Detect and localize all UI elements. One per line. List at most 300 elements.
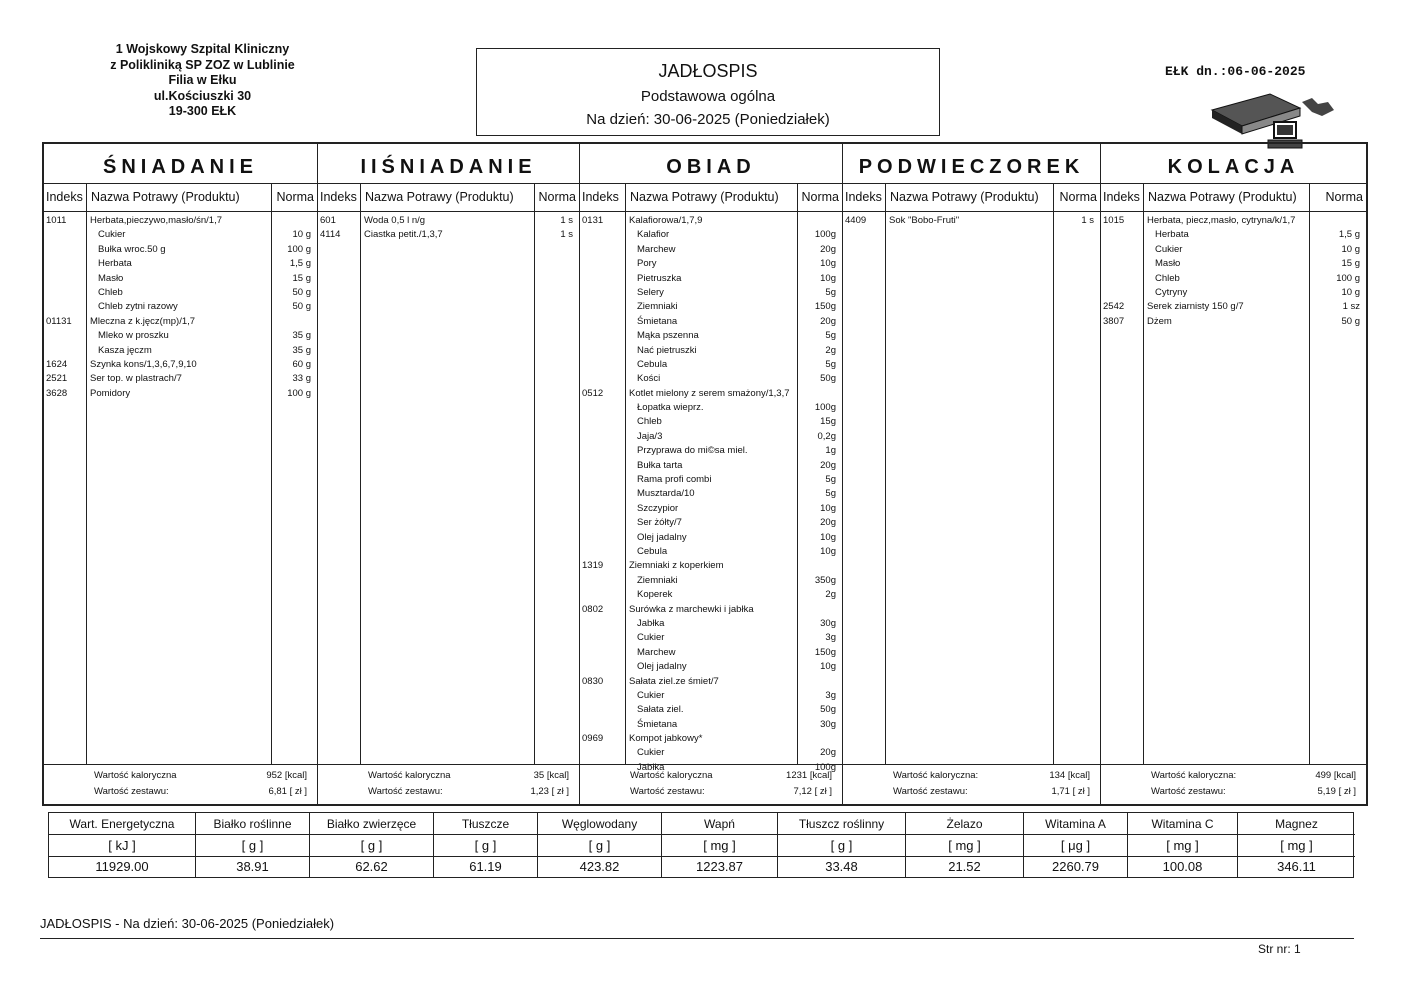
header-index: Indeks xyxy=(582,190,619,204)
nutrient-value: 61.19 xyxy=(469,859,502,874)
dish-name: Herbata xyxy=(1155,229,1189,241)
dish-name: Śmietana xyxy=(637,315,678,327)
dish-norm: 5g xyxy=(825,488,836,500)
header-index: Indeks xyxy=(320,190,357,204)
column-divider xyxy=(1053,184,1054,764)
cost-value: 6,81 [ zł ] xyxy=(268,786,307,797)
dish-name: Szczypior xyxy=(637,502,679,514)
footer-divider xyxy=(40,938,1354,939)
nutrient-value: 33.48 xyxy=(825,859,858,874)
dish-index: 1011 xyxy=(46,215,67,226)
dish-row xyxy=(580,703,842,717)
dish-norm: 5g xyxy=(825,286,836,298)
energy-value: 134 [kcal] xyxy=(1049,770,1090,781)
dish-norm: 35 g xyxy=(292,344,311,356)
dish-row xyxy=(580,732,842,746)
dish-name: Chleb xyxy=(98,286,123,298)
dish-norm: 35 g xyxy=(292,330,311,342)
dish-row xyxy=(44,300,317,314)
dish-norm: 20g xyxy=(820,243,836,255)
hospital-line: ul.Kościuszki 30 xyxy=(153,88,252,103)
dish-name: Mleko w proszku xyxy=(98,330,169,342)
nutrient-column xyxy=(905,813,1023,877)
column-divider xyxy=(534,184,535,764)
header-index: Indeks xyxy=(1103,190,1140,204)
nutrient-label: Tłuszcz roślinny xyxy=(778,813,905,835)
dish-norm: 5g xyxy=(825,358,836,370)
dish-name: Masło xyxy=(98,272,124,284)
title-box xyxy=(476,48,940,136)
nutrient-label: Białko zwierzęce xyxy=(310,813,433,835)
dish-norm: 100 g xyxy=(287,387,311,399)
dish-index: 0131 xyxy=(582,215,604,226)
dish-row xyxy=(44,243,317,257)
dish-row xyxy=(580,631,842,645)
header-norm: Norma xyxy=(801,190,839,204)
dish-index: 0802 xyxy=(582,603,604,615)
dish-name: Kalafiorowa/1,7,9 xyxy=(629,215,703,226)
dish-index: 0512 xyxy=(582,387,604,399)
dish-name: Kasza jęczm xyxy=(98,344,152,356)
nutrient-label: Żelazo xyxy=(906,813,1023,835)
menu-grid xyxy=(42,142,1368,806)
dish-norm: 20g xyxy=(820,517,836,529)
dish-row xyxy=(580,473,842,487)
dish-row xyxy=(318,228,579,242)
dish-row xyxy=(580,689,842,703)
dish-norm: 10 g xyxy=(292,229,311,241)
energy-label: Wartość kaloryczna xyxy=(630,770,713,781)
dish-norm: 100 g xyxy=(287,243,311,255)
document-title: JADŁOSPIS xyxy=(658,61,758,81)
footer-text: JADŁOSPIS - Na dzień: 30-06-2025 (Poniedziałek) xyxy=(40,916,335,931)
meal-totals xyxy=(44,764,317,804)
dish-index: 3628 xyxy=(46,387,68,399)
header-name: Nazwa Potrawy (Produktu) xyxy=(91,190,240,204)
nutrient-unit: [ μg ] xyxy=(1024,835,1127,857)
dish-name: Cebula xyxy=(637,545,668,557)
energy-label: Wartość kaloryczna: xyxy=(893,770,979,781)
dish-norm: 150g xyxy=(814,646,836,658)
meal-totals xyxy=(843,764,1100,804)
nutrient-unit: [ g ] xyxy=(196,835,309,857)
energy-value: 35 [kcal] xyxy=(533,770,569,781)
dish-row xyxy=(580,329,842,343)
nutrient-unit: [ mg ] xyxy=(906,835,1023,857)
dish-norm: 0,2g xyxy=(817,430,836,442)
dish-index: 601 xyxy=(320,215,336,226)
energy-label: Wartość kaloryczna: xyxy=(1151,770,1237,781)
dish-name: Surówka z marchewki i jabłka xyxy=(629,603,754,615)
dish-index: 1624 xyxy=(46,358,68,370)
meal-column xyxy=(44,144,317,804)
dish-norm: 20g xyxy=(820,459,836,471)
dish-name: Ciastka petit./1,3,7 xyxy=(364,229,443,241)
dish-name: Cebula xyxy=(637,358,668,370)
dish-name: Olej jadalny xyxy=(637,531,687,543)
cost-value: 7,12 [ zł ] xyxy=(793,786,832,797)
header-norm: Norma xyxy=(276,190,314,204)
dish-name: Rama profi combi xyxy=(637,474,712,486)
dish-name: Szynka kons/1,3,6,7,9,10 xyxy=(90,358,197,370)
dish-list xyxy=(1101,214,1366,329)
dish-norm: 33 g xyxy=(292,373,311,385)
menu-date: Na dzień: 30-06-2025 (Poniedziałek) xyxy=(586,111,830,128)
nutrient-value: 2260.79 xyxy=(1052,859,1099,874)
column-headers xyxy=(1101,184,1366,212)
header-index: Indeks xyxy=(845,190,882,204)
cost-label: Wartość zestawu: xyxy=(94,786,169,797)
dish-row xyxy=(580,272,842,286)
dish-norm: 150g xyxy=(814,301,836,313)
nutrient-column xyxy=(537,813,661,877)
dish-row xyxy=(44,358,317,372)
dish-norm: 5g xyxy=(825,474,836,486)
dish-name: Cukier xyxy=(1155,243,1183,255)
dish-name: Pomidory xyxy=(90,387,131,399)
dish-list xyxy=(580,214,842,775)
dish-norm: 3g xyxy=(825,632,836,644)
dish-name: Kalafior xyxy=(637,229,670,241)
cost-label: Wartość zestawu: xyxy=(1151,786,1226,797)
nutrition-summary xyxy=(48,812,1354,878)
dish-name: Musztarda/10 xyxy=(637,488,695,500)
dish-name: Herbata,pieczywo,masło/śn/1,7 xyxy=(90,215,223,226)
dish-norm: 50g xyxy=(820,373,836,385)
column-headers xyxy=(843,184,1100,212)
dish-row xyxy=(580,559,842,573)
header-name: Nazwa Potrawy (Produktu) xyxy=(890,190,1039,204)
header-name: Nazwa Potrawy (Produktu) xyxy=(630,190,779,204)
nutrient-value: 423.82 xyxy=(579,859,620,874)
dish-norm: 15 g xyxy=(292,272,311,284)
nutrient-label: Węglowodany xyxy=(538,813,661,835)
meal-totals xyxy=(1101,764,1366,804)
nutrient-value: 1223.87 xyxy=(696,859,743,874)
energy-value: 499 [kcal] xyxy=(1315,770,1356,781)
dish-name: Masło xyxy=(1155,258,1181,270)
dish-norm: 20g xyxy=(820,315,836,327)
dish-norm: 30g xyxy=(820,617,836,629)
dish-index: 2521 xyxy=(46,373,68,385)
meal-title: IIŚNIADANIE xyxy=(318,144,579,184)
dish-row xyxy=(580,588,842,602)
nutrient-value: 346.11 xyxy=(1277,859,1316,874)
hospital-line: Filia w Ełku xyxy=(168,73,237,87)
nutrient-column xyxy=(195,813,309,877)
nutrient-unit: [ g ] xyxy=(310,835,433,857)
dish-row xyxy=(44,329,317,343)
header-norm: Norma xyxy=(1325,190,1363,204)
dish-index: 1015 xyxy=(1103,215,1125,226)
nutrient-label: Magnez xyxy=(1238,813,1355,835)
nutrient-value: 38.91 xyxy=(236,859,269,874)
dish-norm: 50g xyxy=(820,704,836,716)
dish-name: Nać pietruszki xyxy=(637,344,697,356)
hospital-line: 19-300 EŁK xyxy=(168,104,237,118)
nutrient-unit: [ mg ] xyxy=(1238,835,1355,857)
nutrient-value: 11929.00 xyxy=(95,859,149,874)
dish-row xyxy=(1101,300,1366,314)
dish-row xyxy=(44,272,317,286)
dish-row xyxy=(44,372,317,386)
cost-value: 5,19 [ zł ] xyxy=(1317,786,1356,797)
dish-name: Dżem xyxy=(1147,315,1172,327)
dish-row xyxy=(580,401,842,415)
dish-row xyxy=(580,344,842,358)
dish-name: Pory xyxy=(637,258,657,270)
dish-row xyxy=(580,718,842,732)
dish-name: Jabłka xyxy=(637,761,665,773)
nutrient-label: Witamina C xyxy=(1128,813,1237,835)
dish-norm: 100g xyxy=(814,229,836,241)
dish-name: Ziemniaki xyxy=(637,301,678,313)
dish-row xyxy=(1101,214,1366,228)
nutrient-unit: [ g ] xyxy=(434,835,537,857)
dish-name: Herbata, piecz,masło, cytryna/k/1,7 xyxy=(1147,215,1296,226)
header-name: Nazwa Potrawy (Produktu) xyxy=(365,190,514,204)
dish-name: Śmietana xyxy=(637,718,678,730)
dish-row xyxy=(44,257,317,271)
meal-totals xyxy=(318,764,579,804)
nutrient-label: Witamina A xyxy=(1024,813,1127,835)
dish-row xyxy=(580,358,842,372)
header-norm: Norma xyxy=(1059,190,1097,204)
nutrient-value: 62.62 xyxy=(355,859,388,874)
dish-name: Ser żółty/7 xyxy=(637,517,682,529)
dish-row xyxy=(580,315,842,329)
dish-index: 4409 xyxy=(845,215,867,226)
dish-name: Ziemniaki z koperkiem xyxy=(629,560,724,572)
dish-norm: 10g xyxy=(820,258,836,270)
dish-row xyxy=(1101,243,1366,257)
dish-index: 1319 xyxy=(582,560,604,572)
nutrient-unit: [ mg ] xyxy=(662,835,777,857)
dish-row xyxy=(580,617,842,631)
cost-label: Wartość zestawu: xyxy=(893,786,968,797)
dish-name: Cytryny xyxy=(1155,286,1188,298)
dish-row xyxy=(580,257,842,271)
dish-name: Sałata ziel.ze śmiet/7 xyxy=(629,675,719,687)
dish-row xyxy=(580,286,842,300)
dish-norm: 1,5 g xyxy=(1338,229,1360,241)
cost-label: Wartość zestawu: xyxy=(368,786,443,797)
dish-row xyxy=(580,444,842,458)
dish-row xyxy=(44,286,317,300)
energy-value: 1231 [kcal] xyxy=(786,770,832,781)
dish-norm: 1 s xyxy=(1081,215,1094,226)
diet-name: Podstawowa ogólna xyxy=(640,88,776,105)
dish-name: Chleb zytni razowy xyxy=(98,301,178,313)
dish-name: Łopatka wieprz. xyxy=(637,402,704,414)
nutrient-column xyxy=(1237,813,1355,877)
nutrient-column xyxy=(661,813,777,877)
dish-name: Mleczna z k.jęcz(mp)/1,7 xyxy=(90,315,196,327)
dish-norm: 10 g xyxy=(1341,243,1360,255)
column-divider xyxy=(885,184,886,764)
energy-label: Wartość kaloryczna xyxy=(368,770,451,781)
dish-name: Bułka wroc.50 g xyxy=(98,243,166,255)
dish-row xyxy=(580,430,842,444)
nutrient-label: Białko roślinne xyxy=(196,813,309,835)
dish-row xyxy=(318,214,579,228)
dish-norm: 1g xyxy=(825,445,836,457)
dish-norm: 1 sz xyxy=(1342,301,1360,313)
dish-list xyxy=(44,214,317,401)
dish-row xyxy=(44,344,317,358)
dish-row xyxy=(1101,272,1366,286)
dish-name: Pietruszka xyxy=(637,272,682,284)
dish-row xyxy=(580,387,842,401)
meal-column xyxy=(317,144,579,804)
dish-norm: 2g xyxy=(825,344,836,356)
dish-row xyxy=(580,243,842,257)
dish-row xyxy=(1101,228,1366,242)
header-index: Indeks xyxy=(46,190,83,204)
energy-value: 952 [kcal] xyxy=(266,770,307,781)
dish-norm: 100g xyxy=(814,761,836,773)
nutrient-unit: [ mg ] xyxy=(1128,835,1237,857)
column-headers xyxy=(44,184,317,212)
dish-norm: 50 g xyxy=(292,286,311,298)
page-number: Str nr: 1 xyxy=(1258,942,1301,956)
dish-row xyxy=(44,214,317,228)
dish-name: Cukier xyxy=(637,689,665,701)
dish-row xyxy=(580,214,842,228)
meal-title: PODWIECZOREK xyxy=(843,144,1100,184)
dish-row xyxy=(580,531,842,545)
dish-name: Bułka tarta xyxy=(637,459,683,471)
dish-name: Herbata xyxy=(98,258,132,270)
dish-row xyxy=(580,646,842,660)
dish-norm: 30g xyxy=(820,718,836,730)
meal-totals xyxy=(580,764,842,804)
dish-name: Marchew xyxy=(637,646,676,658)
dish-row xyxy=(580,545,842,559)
column-divider xyxy=(360,184,361,764)
dish-norm: 10g xyxy=(820,661,836,673)
dish-name: Kompot jabkowy* xyxy=(629,733,703,745)
dish-norm: 1 s xyxy=(560,229,573,241)
nutrient-value: 100.08 xyxy=(1162,859,1203,874)
dish-name: Jabłka xyxy=(637,617,665,629)
dish-list xyxy=(843,214,1100,228)
dish-name: Koperek xyxy=(637,589,673,601)
dish-name: Woda 0,5 l n/g xyxy=(364,215,426,226)
nutrient-column xyxy=(1023,813,1127,877)
dish-row xyxy=(580,516,842,530)
dish-name: Sałata ziel. xyxy=(637,704,684,716)
energy-label: Wartość kaloryczna xyxy=(94,770,177,781)
dish-row xyxy=(1101,315,1366,329)
nutrient-label: Wart. Energetyczna xyxy=(49,813,195,835)
dish-row xyxy=(44,387,317,401)
hospital-line: z Polikliniką SP ZOZ w Lublinie xyxy=(110,57,295,72)
dish-norm: 10 g xyxy=(1341,286,1360,298)
dish-name: Przyprawa do mi©sa miel. xyxy=(637,445,748,457)
dish-name: Cukier xyxy=(637,747,665,759)
meal-column xyxy=(579,144,842,804)
nutrient-unit: [ g ] xyxy=(778,835,905,857)
dish-name: Ziemniaki xyxy=(637,574,678,586)
hospital-line: 1 Wojskowy Szpital Kliniczny xyxy=(115,42,290,56)
dish-row xyxy=(44,315,317,329)
dish-name: Mąka pszenna xyxy=(637,330,699,342)
dish-index: 0830 xyxy=(582,675,604,687)
dish-name: Sok "Bobo-Fruti" xyxy=(889,215,960,226)
dish-name: Ser top. w plastrach/7 xyxy=(90,373,182,385)
dish-norm: 15 g xyxy=(1341,258,1360,270)
dish-norm: 350g xyxy=(814,574,836,586)
nutrient-unit: [ g ] xyxy=(538,835,661,857)
dish-row xyxy=(580,746,842,760)
meal-title: KOLACJA xyxy=(1101,144,1366,184)
dish-norm: 100 g xyxy=(1336,272,1360,284)
dish-norm: 60 g xyxy=(292,358,311,370)
dish-row xyxy=(1101,257,1366,271)
dish-name: Selery xyxy=(637,286,664,298)
dish-norm: 3g xyxy=(825,689,836,701)
dish-name: Cukier xyxy=(637,632,665,644)
dish-norm: 1 s xyxy=(560,215,573,226)
dish-row xyxy=(580,415,842,429)
dish-norm: 50 g xyxy=(1341,315,1360,327)
dish-norm: 2g xyxy=(825,589,836,601)
dish-list xyxy=(318,214,579,243)
dish-index: 4114 xyxy=(320,229,341,241)
dish-row xyxy=(580,487,842,501)
dish-index: 01131 xyxy=(46,315,72,327)
dish-name: Serek ziarnisty 150 g/7 xyxy=(1147,301,1244,313)
nutrient-value: 21.52 xyxy=(948,859,981,874)
dish-name: Jaja/3 xyxy=(637,430,663,442)
dish-norm: 1,5 g xyxy=(289,258,311,270)
nutrient-label: Tłuszcze xyxy=(434,813,537,835)
column-headers xyxy=(318,184,579,212)
nutrient-label: Wapń xyxy=(662,813,777,835)
cost-label: Wartość zestawu: xyxy=(630,786,705,797)
dish-name: Chleb xyxy=(1155,272,1180,284)
issue-date: EŁK dn.:06-06-2025 xyxy=(1165,64,1306,79)
dish-norm: 10g xyxy=(820,272,836,284)
header-name: Nazwa Potrawy (Produktu) xyxy=(1148,190,1297,204)
dish-index: 0969 xyxy=(582,733,604,745)
dish-name: Kości xyxy=(637,373,661,385)
header-norm: Norma xyxy=(538,190,576,204)
dish-name: Kotlet mielony z serem smażony/1,3,7 xyxy=(629,387,790,399)
nutrient-column xyxy=(49,813,195,877)
nutrient-column xyxy=(309,813,433,877)
dish-index: 2542 xyxy=(1103,301,1125,313)
dish-norm: 100g xyxy=(814,402,836,414)
dish-norm: 10g xyxy=(820,545,836,557)
dish-row xyxy=(44,228,317,242)
meal-title: ŚNIADANIE xyxy=(44,144,317,184)
dish-row xyxy=(580,675,842,689)
dish-name: Marchew xyxy=(637,243,676,255)
dish-row xyxy=(580,459,842,473)
dish-row xyxy=(580,603,842,617)
dish-index: 3807 xyxy=(1103,315,1125,327)
dish-row xyxy=(580,300,842,314)
dish-row xyxy=(843,214,1100,228)
dish-row xyxy=(580,228,842,242)
column-headers xyxy=(580,184,842,212)
nutrient-column xyxy=(433,813,537,877)
dish-name: Olej jadalny xyxy=(637,661,687,673)
dish-norm: 50 g xyxy=(292,301,311,313)
dish-row xyxy=(580,502,842,516)
